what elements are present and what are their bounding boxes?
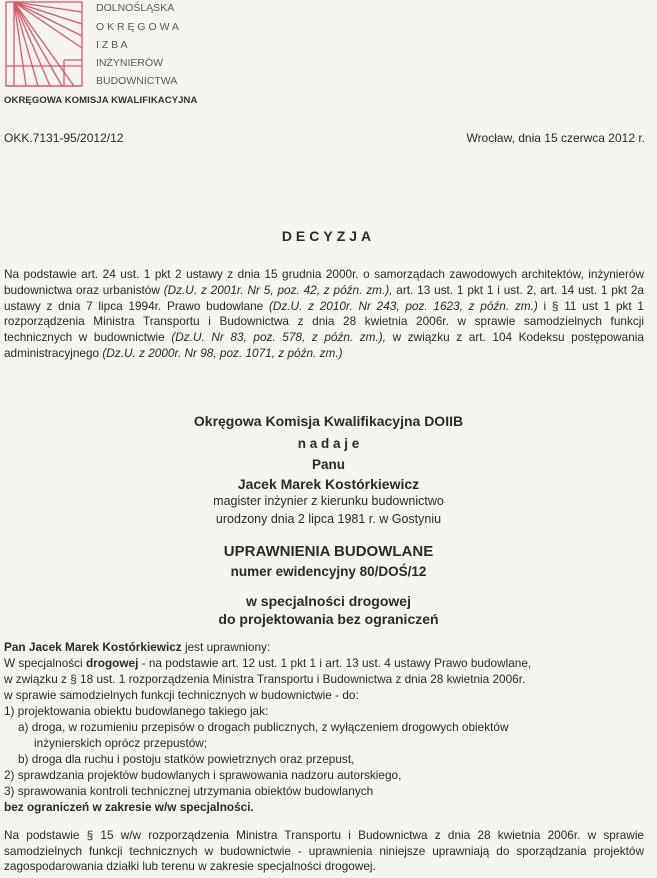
recipient-birth: urodzony dnia 2 lipca 1981 r. w Gostyniu	[215, 512, 442, 526]
org-name-line-5: BUDOWNICTWA	[96, 75, 178, 87]
legal-basis-paragraph: Na podstawie art. 24 ust. 1 pkt 2 ustawy z dnia 15 grudnia 2000r. o samorządach zawodowych architektów, inżynierów budownictwa oraz urbanistów (Dz.U. z 2001r. Nr 5, poz. 42, z późn. zm.), art. 13 ust. 1 pkt 1 i ust. 2, art. 14 ust. 1 pkt 2a ustawy z dnia 7 lipca 1994r. Prawo budowlane (Dz.U. z 2010r. Nr 243, poz. 1623, z późn. zm.) i § 11 ust 1 pkt 1 rozporządzenia Ministra Transportu i Budownictwa z dnia 28 kwietnia 2006r. w sprawie samodzielnych funkcji technicznych w budownictwie (Dz.U. Nr 83, poz. 578, z późn. zm.), w związku z art. 104 Kodeksu postępowania administracyjnego (Dz.U. z 2000r. Nr 98, poz. 1071, z późn. zm.)	[4, 267, 644, 360]
details-intro: Pan Jacek Marek Kostórkiewicz jest uprawniony:	[4, 640, 271, 654]
recipient-name: Jacek Marek Kostórkiewicz	[237, 476, 420, 492]
details-line-9: 3) sprawowania kontroli technicznej utrzymania obiektów budowlanych	[4, 784, 374, 798]
details-line-1: W specjalności drogowej - na podstawie art. 12 ust. 1 pkt 1 i art. 13 ust. 4 ustawy Prawo budowlane,	[4, 656, 532, 670]
permit-title: UPRAWNIENIA BUDOWLANE	[223, 543, 434, 560]
chamber-logo-icon	[4, 0, 86, 92]
org-name-line-2: O K R Ę G O W A	[96, 21, 179, 33]
recipient-degree: magister inżynier z kierunku budownictwo	[213, 494, 444, 508]
document-title: DECYZJA	[281, 228, 376, 244]
permit-scope: do projektowania bez ograniczeń	[218, 611, 439, 627]
details-line-2: w związku z § 18 ust. 1 rozporządzenia Ministra Transportu i Budownictwa z dnia 28 kwietnia 2006r.	[4, 672, 526, 686]
details-line-10: bez ograniczeń w zakresie w/w specjalności.	[4, 800, 254, 814]
details-line-5: a) droga, w rozumieniu przepisów o drogach publicznych, z wyłączeniem drogowych obiektów	[18, 720, 509, 734]
details-line-6: inżynierskich oprócz przepustów;	[34, 736, 208, 750]
details-line-4: 1) projektowania obiektu budowlanego takiego jak:	[4, 704, 269, 718]
granting-body: Okręgowa Komisja Kwalifikacyjna DOIIB	[193, 413, 464, 429]
grant-verb: n a d a j e	[297, 436, 360, 451]
reference-number: OKK.7131-95/2012/12	[4, 131, 124, 145]
org-name-line-1: DOLNOŚLĄSKA	[96, 2, 175, 14]
place-date: Wrocław, dnia 15 czerwca 2012 r.	[466, 131, 645, 145]
org-name-line-4: INŻYNIERÓW	[96, 57, 164, 69]
permit-number: numer ewidencyjny 80/DOŚ/12	[230, 564, 427, 579]
org-name-line-3: I Z B A	[96, 39, 128, 51]
salutation: Panu	[311, 457, 345, 472]
details-line-7: b) droga dla ruchu i postoju statków powietrznych oraz przepust,	[18, 752, 355, 766]
permit-specialty: w specjalności drogowej	[246, 593, 411, 609]
closing-paragraph: Na podstawie § 15 w/w rozporządzenia Ministra Transportu i Budownictwa z dnia 28 kwietnia 2006r. w sprawie samodzielnych funkcji technicznych w budownictwie - uprawnienia niniejsze uprawniają do sporządzania projektów zagospodarowania działki lub terenu w zakresie specjalności drogowej.	[4, 828, 644, 873]
details-line-3: w sprawie samodzielnych funkcji technicznych w budownictwie - do:	[4, 688, 359, 702]
commission-name: OKRĘGOWA KOMISJA KWALIFIKACYJNA	[4, 95, 198, 106]
details-line-8: 2) sprawdzania projektów budowlanych i sprawowania nadzoru autorskiego,	[4, 768, 402, 782]
